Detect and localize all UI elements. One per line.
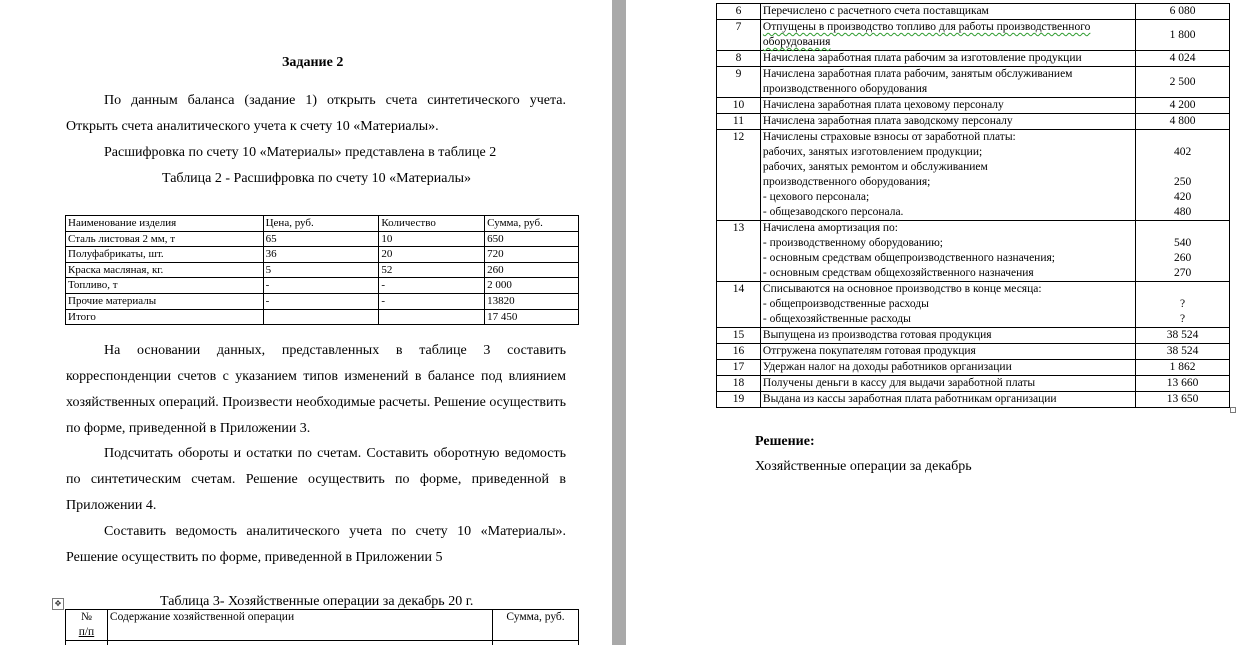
- operation-line: Начислены страховые взносы от заработной платы:: [762, 131, 1016, 143]
- operation-line: - общехозяйственные расходы: [762, 313, 911, 325]
- operation-content: [760, 328, 1135, 344]
- operation-line: Выпущена из производства готовая продукция: [762, 329, 992, 341]
- operation-amount-line: 1 800: [1169, 28, 1196, 41]
- operation-amount-line: [1138, 221, 1227, 236]
- table3-header: [65, 609, 579, 645]
- operation-amount: [1136, 344, 1230, 360]
- operation-line: - цехового персонала;: [762, 191, 870, 203]
- operation-line: Получены деньги в кассу для выдачи заработной платы: [762, 377, 1036, 389]
- operation-line: Начислена амортизация по:: [762, 222, 899, 234]
- operation-amount: [1136, 282, 1230, 328]
- operation-number: 9: [717, 67, 761, 98]
- table2-cell: 650: [485, 231, 579, 247]
- operation-number: 11: [717, 114, 761, 130]
- operation-content: [760, 98, 1135, 114]
- operation-content: [760, 282, 1135, 328]
- table2-cell: 2 000: [485, 278, 579, 294]
- table2-materials: [65, 215, 579, 325]
- operation-line: Списываются на основное производство в конце месяца:: [762, 283, 1042, 295]
- operation-row: [717, 98, 1230, 114]
- table2-cell: Прочие материалы: [66, 293, 264, 309]
- operation-amount: [1136, 98, 1230, 114]
- operation-line: - производственному оборудованию;: [762, 237, 943, 249]
- table2-cell: -: [379, 293, 485, 309]
- operation-line: рабочих, занятых изготовлением продукции;: [762, 146, 983, 158]
- col-header-content: Содержание хозяйственной операции: [107, 610, 492, 641]
- operation-number: 8: [717, 51, 761, 67]
- operation-content: [760, 4, 1135, 20]
- table2-cell: 720: [485, 247, 579, 263]
- operation-amount: [1136, 67, 1230, 98]
- operation-amount-line: 250: [1173, 176, 1192, 188]
- operation-row: [717, 114, 1230, 130]
- operation-amount-line: 4 024: [1169, 52, 1196, 64]
- operation-amount: [1136, 360, 1230, 376]
- operation-number: 16: [717, 344, 761, 360]
- paragraph-analytic-ledger: Составить ведомость аналитического учета по счету 10 «Материалы». Решение осуществить по форме, приведенной в Приложении 5: [66, 524, 566, 565]
- operation-amount-line: 13 660: [1166, 377, 1199, 389]
- table2-cell: [263, 309, 379, 325]
- operation-number: 14: [717, 282, 761, 328]
- operation-amount-line: 480: [1173, 206, 1192, 218]
- table2-caption: Таблица 2 - Расшифровка по счету 10 «Материалы»: [162, 171, 471, 186]
- operation-line: рабочих, занятых ремонтом и обслуживанием: [762, 161, 988, 173]
- operation-row: [717, 130, 1230, 221]
- operation-amount-line: 4 200: [1169, 99, 1196, 111]
- operation-line: Отгружена покупателям готовая продукция: [762, 345, 976, 357]
- operation-content: [760, 221, 1135, 282]
- operation-amount-line: 540: [1173, 237, 1192, 249]
- document-page-right: [626, 0, 1256, 645]
- table2-header-cell: Сумма, руб.: [485, 216, 579, 232]
- col-header-amount: Сумма, руб.: [493, 610, 579, 641]
- table2-cell: Сталь листовая 2 мм, т: [66, 231, 264, 247]
- page-gutter: [612, 0, 626, 645]
- operation-amount: [1136, 221, 1230, 282]
- operation-amount: [1136, 4, 1230, 20]
- operation-content: [760, 20, 1135, 51]
- operation-amount: [1136, 130, 1230, 221]
- operation-amount-line: 38 524: [1166, 329, 1199, 341]
- table2-header-cell: Цена, руб.: [263, 216, 379, 232]
- operation-line: Перечислено с расчетного счета поставщикам: [762, 5, 989, 17]
- operation-amount-line: 1 862: [1169, 361, 1196, 373]
- table2-cell: Итого: [66, 309, 264, 325]
- table2-cell: -: [379, 278, 485, 294]
- table2-cell: 65: [263, 231, 379, 247]
- paragraph-turnover: Подсчитать обороты и остатки по счетам. Составить оборотную ведомость по синтетическим счетам. Решение осуществить по форме, приведенной в Приложении 4.: [66, 446, 566, 513]
- paragraph-correspondence: На основании данных, представленных в таблице 3 составить корреспонденции счетов с указанием типов изменений в балансе под влиянием хозяйственных операций. Произвести необходимые расчеты. Решение осуществить по форме, приведенной в Приложении 3.: [66, 343, 566, 436]
- document-page-left: [0, 0, 612, 645]
- operation-content: [760, 130, 1135, 221]
- table2-header-cell: Количество: [379, 216, 485, 232]
- table-resize-handle[interactable]: [1230, 407, 1236, 413]
- operation-number: 7: [717, 20, 761, 51]
- operation-amount-line: 420: [1173, 191, 1192, 203]
- table2-row: [66, 293, 579, 309]
- col-header-number-line2: п/п: [78, 626, 95, 638]
- table3-operations: [716, 3, 1230, 408]
- operation-number: 12: [717, 130, 761, 221]
- task-title: Задание 2: [282, 55, 344, 70]
- operation-line: - общепроизводственные расходы: [762, 298, 929, 310]
- operation-amount: [1136, 20, 1230, 51]
- table2-cell: 52: [379, 262, 485, 278]
- operation-line: - основным средствам общехозяйственного назначения: [762, 267, 1034, 279]
- table2-header-cell: Наименование изделия: [66, 216, 264, 232]
- operation-line: производственного оборудования;: [762, 176, 931, 188]
- operation-amount-line: ?: [1180, 313, 1186, 325]
- table2-cell: 13820: [485, 293, 579, 309]
- operation-row: [717, 51, 1230, 67]
- operation-amount-line: [1138, 130, 1227, 145]
- solution-subtitle: Хозяйственные операции за декабрь: [755, 459, 972, 474]
- col-header-number: [66, 610, 108, 641]
- table2-cell: 5: [263, 262, 379, 278]
- operation-content: [760, 51, 1135, 67]
- operation-row: [717, 221, 1230, 282]
- table3-caption: Таблица 3- Хозяйственные операции за декабрь 20 г.: [160, 594, 474, 609]
- operation-content: [760, 67, 1135, 98]
- operation-content: [760, 344, 1135, 360]
- operation-number: 10: [717, 98, 761, 114]
- operation-amount: [1136, 114, 1230, 130]
- paragraph-open-accounts: По данным баланса (задание 1) открыть счета синтетического учета. Открыть счета аналитического учета к счету 10 «Материалы».: [66, 93, 566, 134]
- operation-row: [717, 376, 1230, 392]
- operation-amount: [1136, 51, 1230, 67]
- operation-content: [760, 360, 1135, 376]
- operation-line: оборудования: [762, 36, 831, 48]
- table2-cell: [379, 309, 485, 325]
- solution-label: Решение:: [755, 434, 815, 449]
- operation-number: 6: [717, 4, 761, 20]
- table2-cell: Полуфабрикаты, шт.: [66, 247, 264, 263]
- operation-number: 19: [717, 392, 761, 408]
- table2-cell: Топливо, т: [66, 278, 264, 294]
- operation-line: производственного оборудования: [762, 83, 928, 95]
- operation-line: Начислена заработная плата рабочим, занятым обслуживанием: [762, 68, 1073, 80]
- operation-amount-line: ?: [1180, 298, 1186, 310]
- operation-amount-line: 270: [1173, 267, 1192, 279]
- operation-number: 15: [717, 328, 761, 344]
- operation-content: [760, 392, 1135, 408]
- col-header-number-line1: №: [80, 611, 92, 623]
- operation-amount: [1136, 376, 1230, 392]
- operation-amount-line: 4 800: [1169, 115, 1196, 127]
- operation-row: [717, 67, 1230, 98]
- operation-amount-line: [1138, 160, 1227, 175]
- operation-number: 17: [717, 360, 761, 376]
- operation-line: Удержан налог на доходы работников организации: [762, 361, 1012, 373]
- table2-header-row: [66, 216, 579, 232]
- table2-row: [66, 262, 579, 278]
- operation-row: [717, 360, 1230, 376]
- operation-row: [717, 4, 1230, 20]
- operation-amount: [1136, 328, 1230, 344]
- table2-cell: -: [263, 278, 379, 294]
- operation-line: Начислена заработная плата рабочим за изготовление продукции: [762, 52, 1082, 64]
- operation-row: [717, 328, 1230, 344]
- operation-line: - общезаводского персонала.: [762, 206, 904, 218]
- operation-number: 13: [717, 221, 761, 282]
- operation-amount-line: 2 500: [1169, 75, 1196, 88]
- operation-amount-line: [1138, 282, 1227, 297]
- operation-amount-line: 260: [1173, 252, 1192, 264]
- table2-cell: 17 450: [485, 309, 579, 325]
- table2-cell: 20: [379, 247, 485, 263]
- operation-amount-line: 402: [1173, 146, 1192, 158]
- operation-amount-line: 38 524: [1166, 345, 1199, 357]
- table2-row: [66, 231, 579, 247]
- operation-content: [760, 114, 1135, 130]
- table2-cell: Краска масляная, кг.: [66, 262, 264, 278]
- table2-cell: 36: [263, 247, 379, 263]
- table2-cell: 10: [379, 231, 485, 247]
- table3-header-row: [66, 610, 579, 641]
- operation-line: Начислена заработная плата заводскому персоналу: [762, 115, 1013, 127]
- paragraph-breakdown-intro: Расшифровка по счету 10 «Материалы» представлена в таблице 2: [104, 145, 497, 160]
- operation-row: [717, 344, 1230, 360]
- table2-cell: -: [263, 293, 379, 309]
- operation-row: [717, 20, 1230, 51]
- operation-amount-line: 6 080: [1169, 5, 1196, 17]
- table2-row: [66, 309, 579, 325]
- operation-amount-line: 13 650: [1166, 393, 1199, 405]
- operation-content: [760, 376, 1135, 392]
- operation-number: 18: [717, 376, 761, 392]
- table2-cell: 260: [485, 262, 579, 278]
- table2-row: [66, 278, 579, 294]
- operation-line: - основным средствам общепроизводственного назначения;: [762, 252, 1055, 264]
- operation-row: [717, 282, 1230, 328]
- operation-line: Выдана из кассы заработная плата работникам организации: [762, 393, 1057, 405]
- table2-row: [66, 247, 579, 263]
- operation-line: Начислена заработная плата цеховому персоналу: [762, 99, 1004, 111]
- operation-row: [717, 392, 1230, 408]
- table-move-handle-icon[interactable]: ✥: [52, 598, 64, 610]
- operation-amount: [1136, 392, 1230, 408]
- operation-line: Отпущены в производство топливо для работы производственного: [762, 21, 1091, 33]
